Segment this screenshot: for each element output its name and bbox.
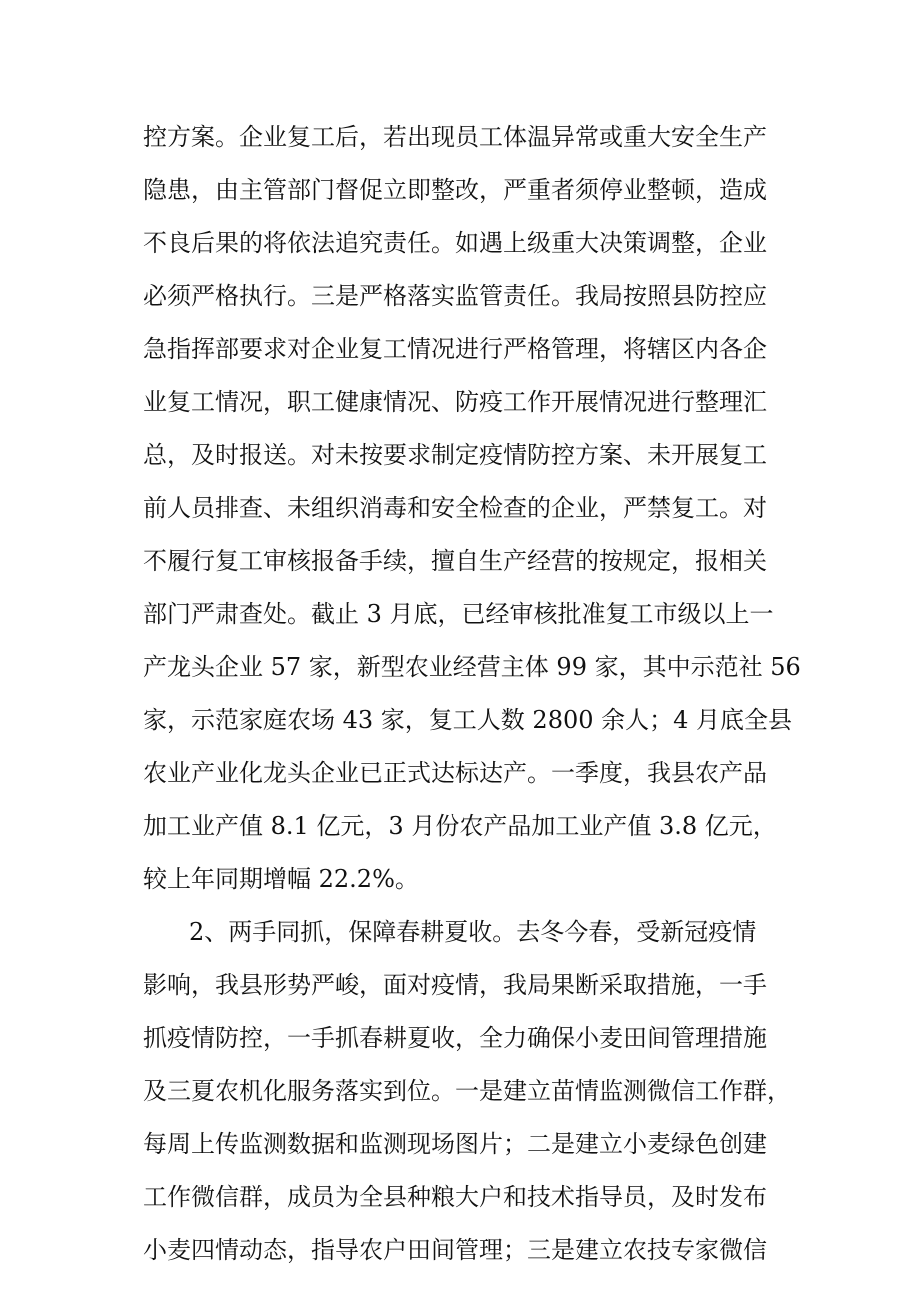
paragraph-line: 农业产业化龙头企业已正式达标达产。一季度，我县农产品 <box>143 759 767 787</box>
paragraph-line: 控方案。企业复工后，若出现员工体温异常或重大安全生产 <box>143 123 767 151</box>
paragraph-line: 及三夏农机化服务落实到位。一是建立苗情监测微信工作群， <box>143 1077 791 1105</box>
paragraph-line: 不良后果的将依法追究责任。如遇上级重大决策调整，企业 <box>143 229 767 257</box>
paragraph-line: 前人员排查、未组织消毒和安全检查的企业，严禁复工。对 <box>143 494 767 522</box>
paragraph-2 <box>143 906 791 1277</box>
paragraph-line: 小麦四情动态，指导农户田间管理；三是建立农技专家微信 <box>143 1236 767 1264</box>
paragraph-line: 隐患，由主管部门督促立即整改，严重者须停业整顿，造成 <box>143 176 767 204</box>
paragraph-line: 工作微信群，成员为全县种粮大户和技术指导员，及时发布 <box>143 1183 767 1211</box>
paragraph-line: 加工业产值 8.1 亿元，3 月份农产品加工业产值 3.8 亿元， <box>143 812 777 840</box>
paragraph-line: 部门严肃查处。截止 3 月底，已经审核批准复工市级以上一 <box>143 600 774 628</box>
paragraph-line: 急指挥部要求对企业复工情况进行严格管理，将辖区内各企 <box>143 335 767 363</box>
paragraph-line: 2、两手同抓，保障春耕夏收。去冬今春，受新冠疫情 <box>189 918 757 946</box>
paragraph-line: 较上年同期增幅 22.2%。 <box>143 865 419 893</box>
paragraph-line: 影响，我县形势严峻，面对疫情，我局果断采取措施，一手 <box>143 971 767 999</box>
paragraph-line: 产龙头企业 57 家，新型农业经营主体 99 家，其中示范社 56 <box>143 653 801 681</box>
paragraph-line: 抓疫情防控，一手抓春耕夏收，全力确保小麦田间管理措施 <box>143 1024 767 1052</box>
paragraph-line: 总，及时报送。对未按要求制定疫情防控方案、未开展复工 <box>143 441 767 469</box>
paragraph-line: 家，示范家庭农场 43 家，复工人数 2800 余人；4 月底全县 <box>143 706 793 734</box>
paragraph-line: 不履行复工审核报备手续，擅自生产经营的按规定，报相关 <box>143 547 767 575</box>
paragraph-line: 每周上传监测数据和监测现场图片；二是建立小麦绿色创建 <box>143 1130 767 1158</box>
paragraph-line: 业复工情况，职工健康情况、防疫工作开展情况进行整理汇 <box>143 388 767 416</box>
document-body <box>143 111 801 1277</box>
paragraph-line: 必须严格执行。三是严格落实监管责任。我局按照县防控应 <box>143 282 767 310</box>
paragraph-1 <box>143 111 801 906</box>
